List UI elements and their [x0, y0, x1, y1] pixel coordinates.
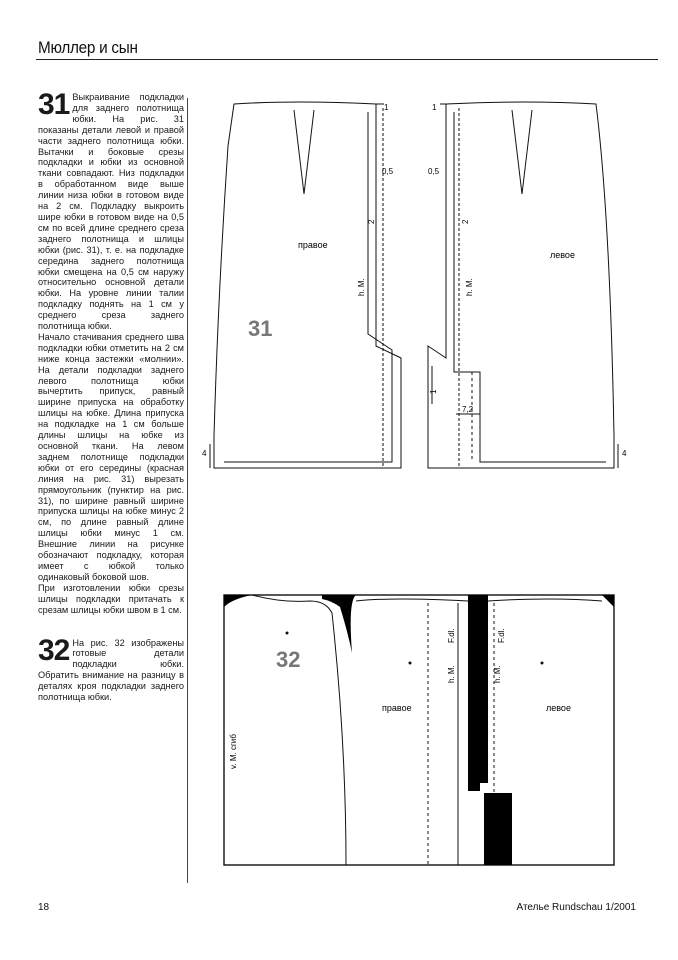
- fig32-vm-label: v. M. сгиб: [229, 734, 238, 769]
- article-text: [38, 88, 184, 703]
- page-number: 18: [38, 902, 50, 913]
- fig31-left-panel-label: левое: [550, 250, 575, 260]
- fig32-right-panel-label: правое: [382, 703, 412, 713]
- fig31-dim-4-right: 4: [202, 449, 207, 458]
- section-32: [38, 633, 184, 703]
- fig31-dim-05-left: 0,5: [428, 167, 440, 176]
- fig31-dim-4-left: 4: [622, 449, 627, 458]
- fig31-right-outline: [214, 102, 401, 468]
- fig32-label: 32: [276, 647, 301, 672]
- fig32-hm-right: h. M.: [447, 665, 456, 683]
- fig32-frame: [224, 595, 614, 865]
- fig31-label: 31: [248, 316, 273, 341]
- fig31-dim-2-left: 2: [461, 219, 470, 224]
- section-32-number: 32: [38, 633, 70, 667]
- fig32-shape-left: [224, 595, 252, 607]
- section-31-number: 31: [38, 88, 70, 121]
- fig32-fdl-left: F.dl.: [497, 628, 506, 643]
- fig31-dim-72: 7,2: [462, 405, 474, 414]
- fig31-dim-1-right: 1: [384, 103, 389, 112]
- fig31-right-panel-label: правое: [298, 240, 328, 250]
- figure-32: [222, 593, 616, 869]
- fig31-hm-left: h. M.: [465, 278, 474, 296]
- fig31-dim-1-left: 1: [432, 103, 437, 112]
- fig32-hm-left: h. M.: [493, 665, 502, 683]
- fig31-dim-1b: 1: [429, 389, 438, 394]
- fig31-dim-05-right: 0,5: [382, 167, 394, 176]
- fig32-shape-center: [322, 595, 356, 653]
- fig32-fdl-right: F.dl.: [447, 628, 456, 643]
- figure-31: [196, 96, 646, 486]
- fig31-left-inner: [454, 112, 606, 462]
- section-31-para-2: Начало стачивания среднего шва подкладки юбки отметить на 2 см ниже конца застежки «молнии». На детали подкладки заднего левого полотнища юбки вычертить припуск, равный ширине припуска на обработку шлицы на юбке. Длина припуска на подкладке на 1 см больше длины шлицы на юбке из основной ткани. На левом заднем полотнище подкладки юбки от его середины (красная линия на рис. 31) вырезать прямоугольник (пунктир на рис. 31), по ширине равный ширине припуска шлицы на юбке минус 2 см, по длине равный длине шлицы юбки минус 1 см. Внешние линии на рисунке обозначают подкладку, которая имеет с юбкой только одинаковый боковой шов.: [38, 331, 184, 582]
- header-rule: [36, 59, 658, 60]
- section-31-para-1: Выкраивание подкладки для заднего полотнища юбки. На рис. 31 показаны детали левой и правой части заднего полотнища юбки. Вытачки и боковые срезы подкладки и юбки из основной ткани совпадают. Низ подкладки в обработанном виде выше линии низа юбки в готовом виде на 2 см. Подкладку выкроить шире юбки в готовом виде на 0,5 см по всей длине среднего среза заднего полотнища и шлицы юбки (рис. 31), т. е. на подкладке середина заднего полотнища юбки смещена на 0,5 см наружу относительно основной детали юбки. На уровне линии талии подкладку поднять на 1 см у среднего среза заднего полотнища юбки.: [38, 92, 184, 332]
- running-header: Мюллер и сын: [38, 38, 138, 57]
- fig31-left-outline: [428, 102, 614, 468]
- fig32-shape-vent: [484, 793, 512, 865]
- fig32-shape-right: [602, 595, 614, 607]
- section-31: [38, 88, 184, 332]
- issue-info: Ателье Rundschau 1/2001: [516, 902, 636, 913]
- section-32-para: На рис. 32 изображены готовые детали подкладки юбки. Обратить внимание на разницу в деталях кроя подкладки заднего полотнища юбки.: [38, 637, 184, 703]
- fig31-hm-right: h. M.: [357, 278, 366, 296]
- fig32-shape-seam: [468, 595, 488, 791]
- column-divider: [187, 98, 188, 883]
- fig31-dim-2-right: 2: [367, 219, 376, 224]
- fig31-left-dart: [512, 110, 532, 194]
- section-31-para-3: При изготовлении юбки срезы шлицы подкладки притачать к срезам шлицы юбки швом в 1 см.: [38, 582, 184, 615]
- fig31-right-dart: [294, 110, 314, 194]
- fig32-left-panel-label: левое: [546, 703, 571, 713]
